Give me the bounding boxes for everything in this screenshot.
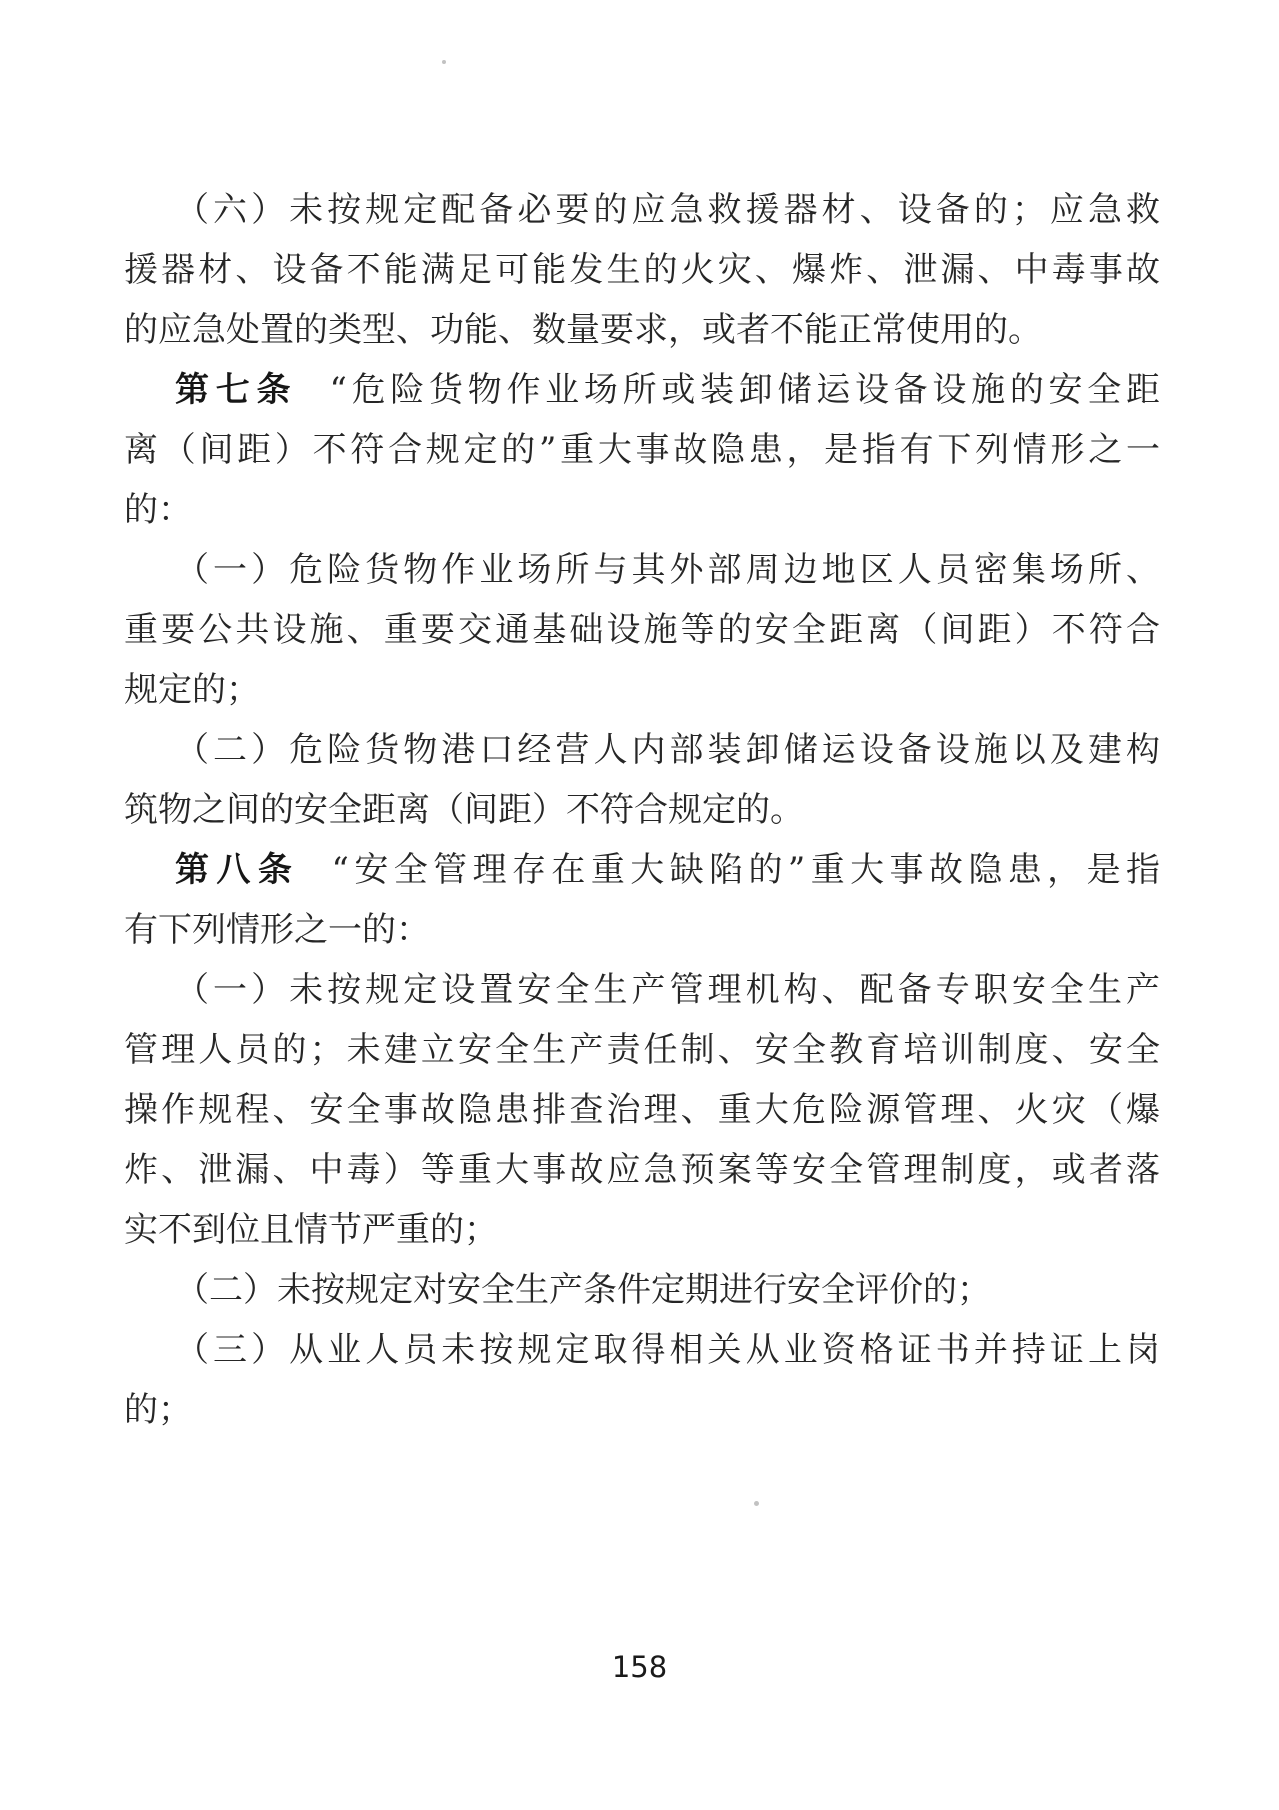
scan-speck bbox=[442, 60, 446, 64]
doc-line: 重要公共设施、重要交通基础设施等的安全距离（间距）不符合 bbox=[124, 610, 1160, 650]
doc-line: 规定的； bbox=[124, 670, 260, 710]
article-8-number: 第八条 bbox=[175, 850, 300, 890]
doc-line: 的； bbox=[124, 1390, 192, 1430]
doc-line: 的应急处置的类型、功能、数量要求，或者不能正常使用的。 bbox=[124, 310, 1042, 350]
doc-line: （六）未按规定配备必要的应急救援器材、设备的；应急救 bbox=[175, 190, 1160, 230]
doc-line: 筑物之间的安全距离（间距）不符合规定的。 bbox=[124, 790, 804, 830]
doc-line: （二）未按规定对安全生产条件定期进行安全评价的； bbox=[175, 1270, 991, 1310]
doc-line: 管理人员的；未建立安全生产责任制、安全教育培训制度、安全 bbox=[124, 1030, 1160, 1070]
article-7-number: 第七条 bbox=[175, 370, 298, 410]
article-8-heading-line bbox=[124, 840, 1160, 900]
doc-line: 实不到位且情节严重的； bbox=[124, 1210, 498, 1250]
doc-line: 操作规程、安全事故隐患排查治理、重大危险源管理、火灾（爆 bbox=[124, 1090, 1160, 1130]
article-7-heading-line bbox=[124, 360, 1160, 420]
page-number: 158 bbox=[611, 1650, 668, 1684]
scan-speck bbox=[754, 1501, 759, 1506]
article-7-text: “危险货物作业场所或装卸储运设备设施的安全距 bbox=[329, 370, 1160, 410]
doc-line: 离（间距）不符合规定的”重大事故隐患，是指有下列情形之一 bbox=[124, 430, 1160, 470]
doc-line: 炸、泄漏、中毒）等重大事故应急预案等安全管理制度，或者落 bbox=[124, 1150, 1160, 1190]
doc-line: 有下列情形之一的： bbox=[124, 910, 430, 950]
doc-line: （一）危险货物作业场所与其外部周边地区人员密集场所、 bbox=[175, 550, 1160, 590]
doc-line: 援器材、设备不能满足可能发生的火灾、爆炸、泄漏、中毒事故 bbox=[124, 250, 1160, 290]
doc-line: （一）未按规定设置安全生产管理机构、配备专职安全生产 bbox=[175, 970, 1160, 1010]
doc-line: （二）危险货物港口经营人内部装卸储运设备设施以及建构 bbox=[175, 730, 1160, 770]
doc-line: （三）从业人员未按规定取得相关从业资格证书并持证上岗 bbox=[175, 1330, 1160, 1370]
article-8-text: “安全管理存在重大缺陷的”重大事故隐患，是指 bbox=[331, 850, 1161, 890]
doc-line: 的： bbox=[124, 490, 192, 530]
text-block bbox=[124, 180, 1160, 1440]
